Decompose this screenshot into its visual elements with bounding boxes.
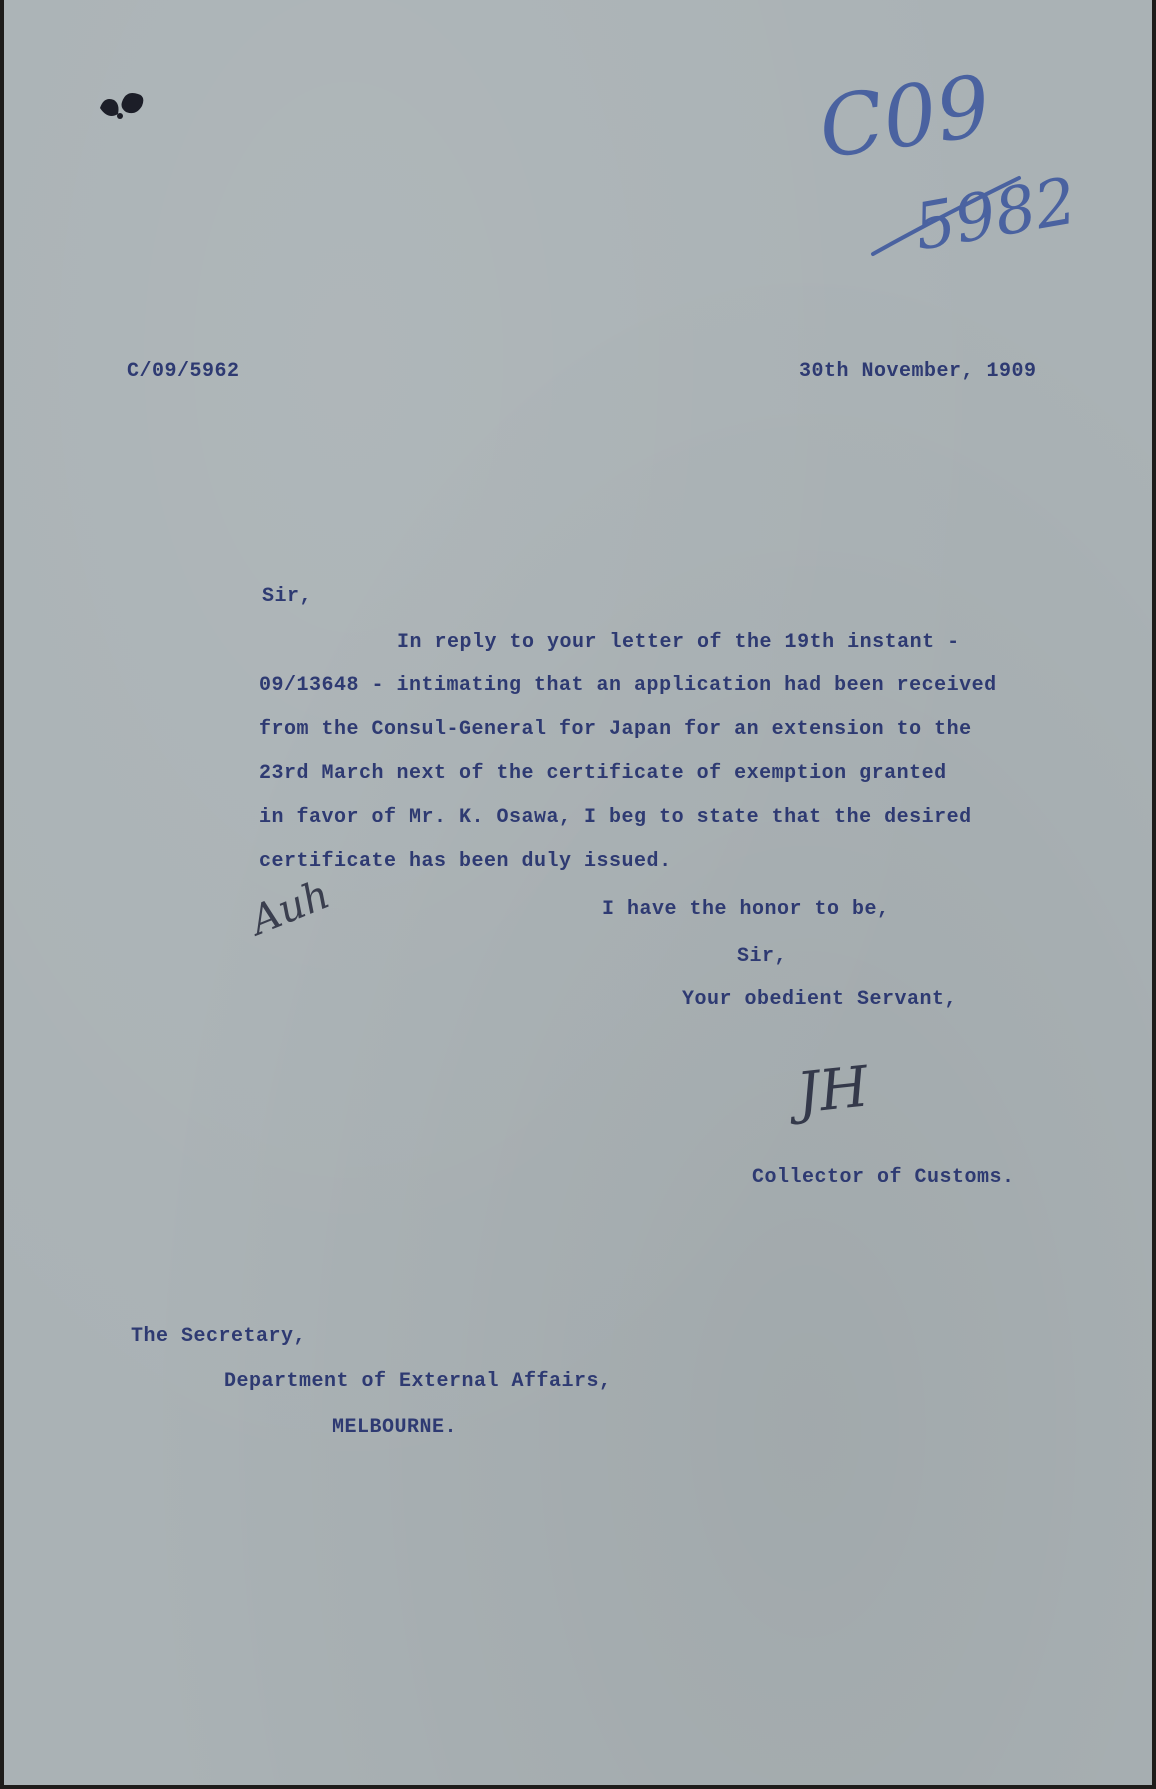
closing-line-1: I have the honor to be, <box>602 898 890 921</box>
closing-line-2: Sir, <box>737 945 788 968</box>
reference-number: C/09/5962 <box>127 360 240 383</box>
body-line-6: certificate has been duly issued. <box>259 850 672 873</box>
addressee-title: The Secretary, <box>131 1325 307 1348</box>
addressee-city: MELBOURNE. <box>332 1416 458 1439</box>
file-note-line2: 5982 <box>908 164 1083 266</box>
signatory-title: Collector of Customs. <box>752 1166 1015 1189</box>
signature: JH <box>793 1054 872 1127</box>
ink-blot-mark <box>96 86 156 126</box>
file-note-line1: C09 <box>813 56 997 178</box>
body-line-5: in favor of Mr. K. Osawa, I beg to state that the desired <box>259 806 972 829</box>
handwritten-initials: Auh <box>244 871 337 945</box>
body-line-1: In reply to your letter of the 19th instant - <box>397 631 960 654</box>
letter-page <box>4 0 1152 1785</box>
salutation: Sir, <box>262 585 313 608</box>
body-line-2: 09/13648 - intimating that an application had been received <box>259 674 997 697</box>
closing-line-3: Your obedient Servant, <box>682 988 958 1011</box>
addressee-department: Department of External Affairs, <box>224 1370 612 1393</box>
body-line-4: 23rd March next of the certificate of exemption granted <box>259 762 947 785</box>
body-line-3: from the Consul-General for Japan for an extension to the <box>259 718 972 741</box>
letter-date: 30th November, 1909 <box>799 360 1037 383</box>
file-number-annotation <box>813 56 1099 288</box>
